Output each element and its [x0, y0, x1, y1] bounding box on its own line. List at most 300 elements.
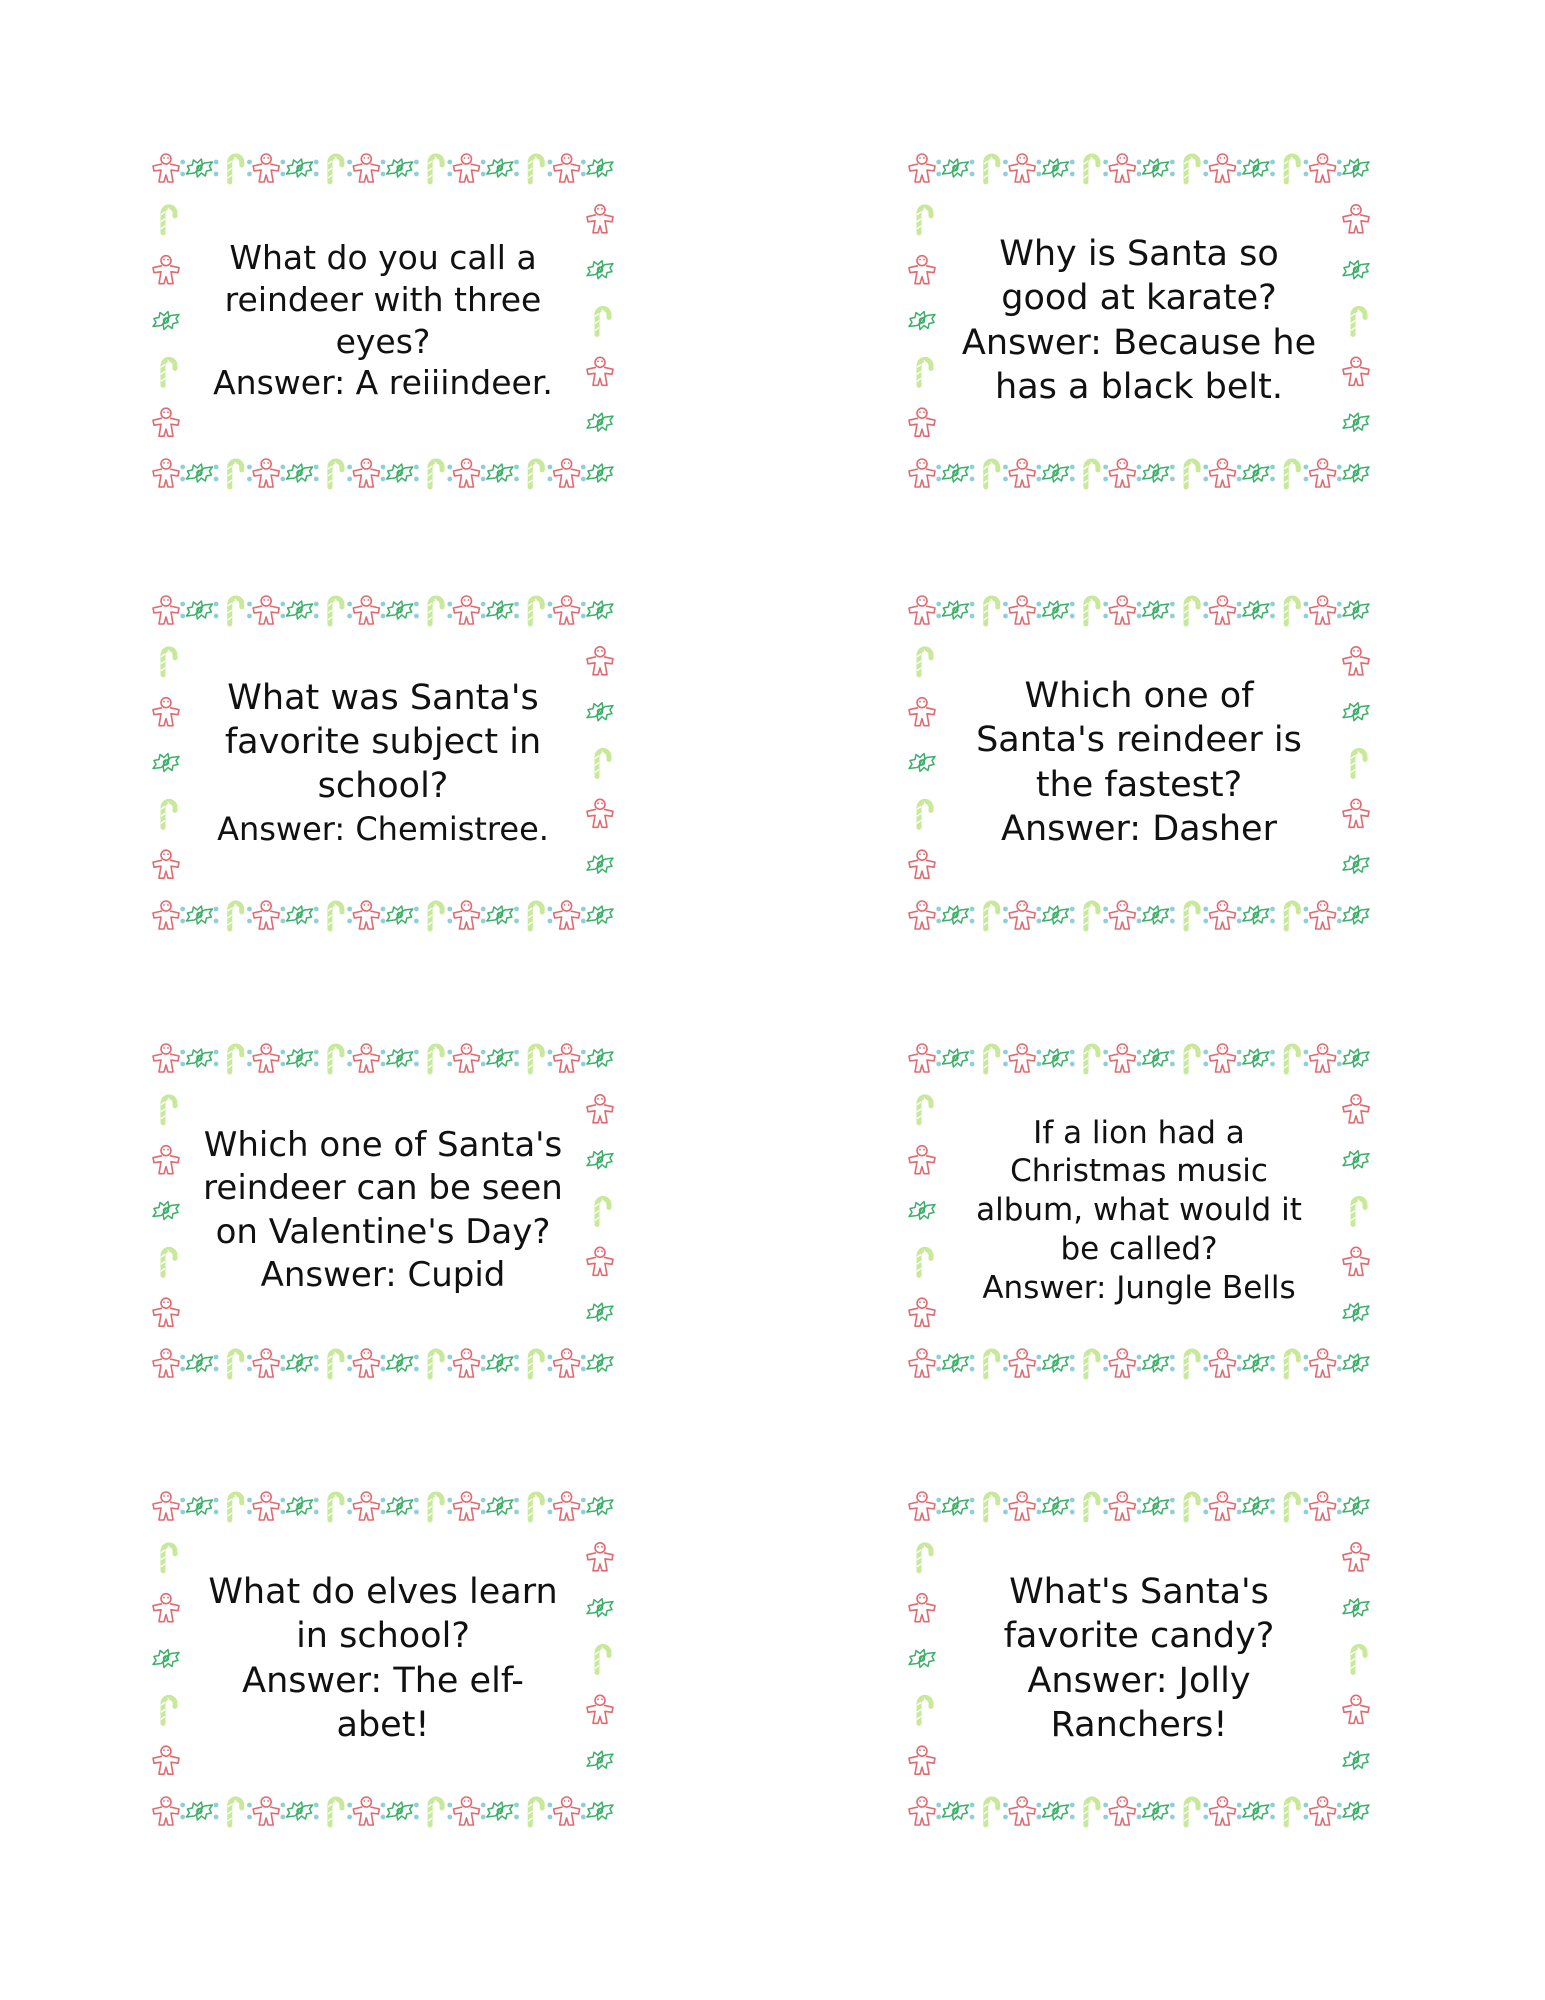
- gingerbread-icon: [453, 459, 479, 487]
- dot-icon: [314, 907, 319, 924]
- gingerbread-icon: [1343, 1247, 1369, 1275]
- dot-icon: [548, 1498, 553, 1515]
- gingerbread-icon: [1209, 459, 1235, 487]
- dot-icon: [1337, 160, 1342, 177]
- candy-cane-icon: [328, 1046, 342, 1072]
- dot-icon: [1237, 1355, 1242, 1372]
- joke-text: [196, 642, 570, 883]
- dot-icon: [280, 1498, 285, 1515]
- candy-cane-icon: [428, 156, 442, 182]
- holly-icon: [1143, 1354, 1169, 1372]
- holly-icon: [487, 464, 513, 482]
- gingerbread-icon: [909, 1044, 935, 1072]
- gingerbread-icon: [909, 596, 935, 624]
- dot-icon: [514, 1803, 519, 1820]
- dot-icon: [514, 465, 519, 482]
- dot-icon: [347, 1050, 352, 1067]
- gingerbread-icon: [1209, 596, 1235, 624]
- joke-answer: Answer: Because he has a black belt.: [961, 322, 1317, 407]
- dot-icon: [414, 1803, 419, 1820]
- dot-icon: [214, 1498, 219, 1515]
- gingerbread-icon: [554, 1492, 580, 1520]
- gingerbread-icon: [587, 647, 613, 675]
- joke-question: If a lion had a Christmas music album, what would it be called?: [976, 1114, 1302, 1267]
- candy-cane-icon: [1284, 1799, 1298, 1825]
- dot-icon: [247, 160, 252, 177]
- holly-icon: [387, 1354, 413, 1372]
- dot-icon: [1337, 465, 1342, 482]
- dot-icon: [1170, 602, 1175, 619]
- gingerbread-icon: [587, 1247, 613, 1275]
- candy-cane-icon: [228, 903, 242, 929]
- dot-icon: [970, 1050, 975, 1067]
- holly-icon: [1143, 1802, 1169, 1820]
- gingerbread-icon: [1343, 205, 1369, 233]
- dot-icon: [970, 1803, 975, 1820]
- dot-icon: [1270, 1803, 1275, 1820]
- holly-icon: [287, 464, 313, 482]
- candy-cane-icon: [917, 1097, 931, 1123]
- gingerbread-icon: [1343, 1543, 1369, 1571]
- candy-cane-icon: [228, 598, 242, 624]
- dot-icon: [548, 160, 553, 177]
- dot-icon: [1103, 1355, 1108, 1372]
- joke-question: What's Santa's favorite candy?: [1003, 1571, 1275, 1657]
- gingerbread-icon: [353, 1349, 379, 1377]
- candy-cane-icon: [1184, 1799, 1198, 1825]
- gingerbread-icon: [1009, 154, 1035, 182]
- candy-cane-icon: [984, 903, 998, 929]
- candy-cane-icon: [428, 1494, 442, 1520]
- dot-icon: [214, 1803, 219, 1820]
- dot-icon: [280, 907, 285, 924]
- dot-icon: [314, 1355, 319, 1372]
- candy-cane-icon: [1184, 156, 1198, 182]
- candy-cane-icon: [528, 156, 542, 182]
- joke-question: Which one of Santa's reindeer can be seen on Valentine's Day?: [203, 1125, 563, 1252]
- gingerbread-icon: [153, 154, 179, 182]
- dot-icon: [280, 465, 285, 482]
- candy-cane-icon: [428, 1046, 442, 1072]
- holly-icon: [909, 754, 935, 772]
- dot-icon: [447, 465, 452, 482]
- candy-cane-icon: [528, 1494, 542, 1520]
- candy-cane-icon: [428, 903, 442, 929]
- gingerbread-icon: [1109, 459, 1135, 487]
- gingerbread-icon: [909, 408, 935, 436]
- dot-icon: [1137, 1498, 1142, 1515]
- gingerbread-icon: [453, 1349, 479, 1377]
- holly-icon: [1343, 1354, 1369, 1372]
- dot-icon: [1270, 160, 1275, 177]
- holly-icon: [1243, 1497, 1269, 1515]
- dot-icon: [1170, 907, 1175, 924]
- dot-icon: [548, 1803, 553, 1820]
- holly-icon: [587, 413, 613, 431]
- dot-icon: [381, 1355, 386, 1372]
- holly-icon: [1043, 159, 1069, 177]
- dot-icon: [247, 602, 252, 619]
- joke-question: What was Santa's favorite subject in school?: [224, 677, 542, 807]
- holly-icon: [942, 1497, 968, 1515]
- holly-icon: [487, 601, 513, 619]
- holly-icon: [186, 1049, 212, 1067]
- candy-cane-icon: [1084, 461, 1098, 487]
- dot-icon: [1003, 465, 1008, 482]
- dot-icon: [1103, 907, 1108, 924]
- dot-icon: [548, 907, 553, 924]
- joke-text: [196, 1538, 570, 1779]
- dot-icon: [1270, 1355, 1275, 1372]
- joke-question: Why is Santa so good at karate?: [999, 233, 1279, 319]
- joke-answer: Answer: The elf-abet!: [242, 1660, 524, 1745]
- dot-icon: [936, 1355, 941, 1372]
- dot-icon: [1137, 602, 1142, 619]
- gingerbread-icon: [587, 1543, 613, 1571]
- gingerbread-icon: [554, 596, 580, 624]
- joke-card: [152, 152, 614, 489]
- dot-icon: [180, 1050, 185, 1067]
- dot-icon: [1003, 1355, 1008, 1372]
- joke-card: [908, 594, 1370, 931]
- gingerbread-icon: [909, 1492, 935, 1520]
- candy-cane-icon: [595, 1199, 609, 1225]
- gingerbread-icon: [554, 1349, 580, 1377]
- candy-cane-icon: [228, 1351, 242, 1377]
- dot-icon: [1237, 1498, 1242, 1515]
- candy-cane-icon: [917, 801, 931, 827]
- holly-icon: [287, 906, 313, 924]
- holly-icon: [186, 464, 212, 482]
- holly-icon: [287, 601, 313, 619]
- dot-icon: [1337, 1498, 1342, 1515]
- holly-icon: [1343, 159, 1369, 177]
- dot-icon: [214, 160, 219, 177]
- candy-cane-icon: [1284, 1046, 1298, 1072]
- dot-icon: [970, 465, 975, 482]
- dot-icon: [280, 1355, 285, 1372]
- dot-icon: [1137, 1355, 1142, 1372]
- gingerbread-icon: [353, 154, 379, 182]
- gingerbread-icon: [353, 1044, 379, 1072]
- gingerbread-icon: [909, 256, 935, 284]
- candy-cane-icon: [1284, 598, 1298, 624]
- dot-icon: [1036, 602, 1041, 619]
- candy-cane-icon: [328, 1351, 342, 1377]
- holly-icon: [942, 601, 968, 619]
- dot-icon: [1237, 1050, 1242, 1067]
- dot-icon: [180, 1803, 185, 1820]
- dot-icon: [581, 907, 586, 924]
- dot-icon: [347, 160, 352, 177]
- gingerbread-icon: [353, 901, 379, 929]
- candy-cane-icon: [161, 207, 175, 233]
- gingerbread-icon: [554, 901, 580, 929]
- candy-cane-icon: [528, 598, 542, 624]
- candy-cane-icon: [917, 207, 931, 233]
- dot-icon: [381, 465, 386, 482]
- dot-icon: [1036, 1355, 1041, 1372]
- candy-cane-icon: [917, 1249, 931, 1275]
- holly-icon: [942, 159, 968, 177]
- dot-icon: [936, 1498, 941, 1515]
- candy-cane-icon: [161, 1097, 175, 1123]
- dot-icon: [1237, 602, 1242, 619]
- gingerbread-icon: [153, 1146, 179, 1174]
- gingerbread-icon: [587, 357, 613, 385]
- dot-icon: [1304, 1050, 1309, 1067]
- holly-icon: [1143, 464, 1169, 482]
- dot-icon: [1270, 602, 1275, 619]
- holly-icon: [387, 159, 413, 177]
- gingerbread-icon: [253, 459, 279, 487]
- holly-icon: [942, 906, 968, 924]
- gingerbread-icon: [1009, 901, 1035, 929]
- dot-icon: [314, 1803, 319, 1820]
- candy-cane-icon: [984, 461, 998, 487]
- dot-icon: [514, 1050, 519, 1067]
- gingerbread-icon: [253, 596, 279, 624]
- holly-icon: [1143, 1049, 1169, 1067]
- candy-cane-icon: [917, 1545, 931, 1571]
- dot-icon: [1070, 1355, 1075, 1372]
- gingerbread-icon: [1343, 357, 1369, 385]
- dot-icon: [481, 465, 486, 482]
- dot-icon: [581, 465, 586, 482]
- joke-answer: Answer: A reiiindeer.: [213, 363, 553, 403]
- holly-icon: [909, 1202, 935, 1220]
- dot-icon: [481, 1050, 486, 1067]
- dot-icon: [548, 465, 553, 482]
- dot-icon: [214, 602, 219, 619]
- dot-icon: [936, 602, 941, 619]
- candy-cane-icon: [1351, 751, 1365, 777]
- dot-icon: [481, 907, 486, 924]
- dot-icon: [214, 907, 219, 924]
- dot-icon: [1337, 1050, 1342, 1067]
- gingerbread-icon: [453, 1044, 479, 1072]
- dot-icon: [247, 1803, 252, 1820]
- dot-icon: [1304, 1355, 1309, 1372]
- gingerbread-icon: [1343, 647, 1369, 675]
- dot-icon: [936, 907, 941, 924]
- dot-icon: [1170, 465, 1175, 482]
- joke-card: [908, 1490, 1370, 1827]
- dot-icon: [1003, 907, 1008, 924]
- dot-icon: [581, 602, 586, 619]
- holly-icon: [487, 159, 513, 177]
- gingerbread-icon: [153, 1044, 179, 1072]
- gingerbread-icon: [1109, 1349, 1135, 1377]
- holly-icon: [587, 601, 613, 619]
- candy-cane-icon: [1351, 1647, 1365, 1673]
- candy-cane-icon: [1351, 309, 1365, 335]
- holly-icon: [942, 1049, 968, 1067]
- candy-cane-icon: [428, 1799, 442, 1825]
- dot-icon: [414, 602, 419, 619]
- holly-icon: [1243, 1802, 1269, 1820]
- candy-cane-icon: [595, 751, 609, 777]
- holly-icon: [287, 1802, 313, 1820]
- gingerbread-icon: [1109, 1797, 1135, 1825]
- candy-cane-icon: [1284, 903, 1298, 929]
- dot-icon: [1237, 465, 1242, 482]
- holly-icon: [1243, 464, 1269, 482]
- candy-cane-icon: [228, 1494, 242, 1520]
- dot-icon: [514, 602, 519, 619]
- dot-icon: [414, 907, 419, 924]
- candy-cane-icon: [328, 903, 342, 929]
- dot-icon: [247, 1050, 252, 1067]
- gingerbread-icon: [1310, 901, 1336, 929]
- gingerbread-icon: [1009, 1797, 1035, 1825]
- gingerbread-icon: [153, 1746, 179, 1774]
- dot-icon: [481, 1803, 486, 1820]
- dot-icon: [936, 465, 941, 482]
- dot-icon: [1036, 1803, 1041, 1820]
- dot-icon: [414, 1355, 419, 1372]
- joke-answer: Answer: Cupid: [260, 1254, 506, 1295]
- dot-icon: [1304, 907, 1309, 924]
- dot-icon: [936, 1050, 941, 1067]
- dot-icon: [180, 907, 185, 924]
- dot-icon: [347, 602, 352, 619]
- gingerbread-icon: [1209, 1349, 1235, 1377]
- dot-icon: [381, 1498, 386, 1515]
- gingerbread-icon: [909, 901, 935, 929]
- holly-icon: [1343, 1802, 1369, 1820]
- gingerbread-icon: [1109, 901, 1135, 929]
- candy-cane-icon: [528, 1799, 542, 1825]
- candy-cane-icon: [528, 1046, 542, 1072]
- candy-cane-icon: [917, 1697, 931, 1723]
- dot-icon: [314, 465, 319, 482]
- holly-icon: [1343, 413, 1369, 431]
- gingerbread-icon: [1343, 1095, 1369, 1123]
- dot-icon: [481, 1498, 486, 1515]
- holly-icon: [487, 1802, 513, 1820]
- gingerbread-icon: [153, 459, 179, 487]
- gingerbread-icon: [253, 1044, 279, 1072]
- candy-cane-icon: [228, 1799, 242, 1825]
- candy-cane-icon: [917, 649, 931, 675]
- holly-icon: [587, 1354, 613, 1372]
- holly-icon: [587, 1303, 613, 1321]
- dot-icon: [447, 1355, 452, 1372]
- dot-icon: [1137, 465, 1142, 482]
- gingerbread-icon: [153, 1349, 179, 1377]
- joke-answer: Answer: Jolly Ranchers!: [1027, 1660, 1251, 1745]
- candy-cane-icon: [528, 461, 542, 487]
- holly-icon: [587, 1751, 613, 1769]
- gingerbread-icon: [153, 901, 179, 929]
- gingerbread-icon: [554, 1797, 580, 1825]
- gingerbread-icon: [587, 1695, 613, 1723]
- gingerbread-icon: [1343, 799, 1369, 827]
- gingerbread-icon: [909, 1594, 935, 1622]
- dot-icon: [414, 1498, 419, 1515]
- holly-icon: [587, 1802, 613, 1820]
- joke-card: [908, 1042, 1370, 1379]
- gingerbread-icon: [453, 1797, 479, 1825]
- dot-icon: [1304, 160, 1309, 177]
- gingerbread-icon: [1310, 596, 1336, 624]
- holly-icon: [1343, 1599, 1369, 1617]
- dot-icon: [1304, 1498, 1309, 1515]
- dot-icon: [936, 1803, 941, 1820]
- dot-icon: [280, 160, 285, 177]
- dot-icon: [1270, 907, 1275, 924]
- holly-icon: [153, 1650, 179, 1668]
- candy-cane-icon: [1084, 1494, 1098, 1520]
- gingerbread-icon: [353, 459, 379, 487]
- dot-icon: [1003, 1803, 1008, 1820]
- gingerbread-icon: [453, 154, 479, 182]
- dot-icon: [1270, 1498, 1275, 1515]
- gingerbread-icon: [353, 596, 379, 624]
- holly-icon: [1343, 1151, 1369, 1169]
- dot-icon: [1203, 465, 1208, 482]
- dot-icon: [1203, 907, 1208, 924]
- holly-icon: [587, 906, 613, 924]
- dot-icon: [481, 602, 486, 619]
- dot-icon: [581, 1498, 586, 1515]
- dot-icon: [481, 1355, 486, 1372]
- dot-icon: [180, 1355, 185, 1372]
- gingerbread-icon: [1310, 1492, 1336, 1520]
- gingerbread-icon: [554, 1044, 580, 1072]
- joke-text: [952, 200, 1326, 441]
- gingerbread-icon: [1310, 1797, 1336, 1825]
- candy-cane-icon: [1351, 1199, 1365, 1225]
- gingerbread-icon: [909, 154, 935, 182]
- dot-icon: [514, 1355, 519, 1372]
- candy-cane-icon: [984, 1799, 998, 1825]
- dot-icon: [1170, 160, 1175, 177]
- dot-icon: [247, 1498, 252, 1515]
- candy-cane-icon: [1084, 903, 1098, 929]
- holly-icon: [587, 159, 613, 177]
- dot-icon: [1070, 465, 1075, 482]
- candy-cane-icon: [528, 903, 542, 929]
- candy-cane-icon: [328, 156, 342, 182]
- gingerbread-icon: [1310, 1044, 1336, 1072]
- holly-icon: [1043, 1802, 1069, 1820]
- dot-icon: [1070, 160, 1075, 177]
- dot-icon: [1304, 465, 1309, 482]
- gingerbread-icon: [909, 1146, 935, 1174]
- dot-icon: [1103, 160, 1108, 177]
- holly-icon: [186, 1354, 212, 1372]
- dot-icon: [447, 602, 452, 619]
- gingerbread-icon: [153, 1797, 179, 1825]
- dot-icon: [1337, 1355, 1342, 1372]
- dot-icon: [970, 160, 975, 177]
- dot-icon: [1337, 907, 1342, 924]
- dot-icon: [381, 907, 386, 924]
- candy-cane-icon: [1084, 1351, 1098, 1377]
- candy-cane-icon: [1084, 598, 1098, 624]
- dot-icon: [1203, 1803, 1208, 1820]
- joke-text: [952, 642, 1326, 883]
- candy-cane-icon: [984, 1351, 998, 1377]
- holly-icon: [1343, 1497, 1369, 1515]
- dot-icon: [1137, 160, 1142, 177]
- dot-icon: [1137, 907, 1142, 924]
- joke-question: Which one of Santa's reindeer is the fastest?: [976, 675, 1302, 805]
- holly-icon: [387, 464, 413, 482]
- gingerbread-icon: [153, 256, 179, 284]
